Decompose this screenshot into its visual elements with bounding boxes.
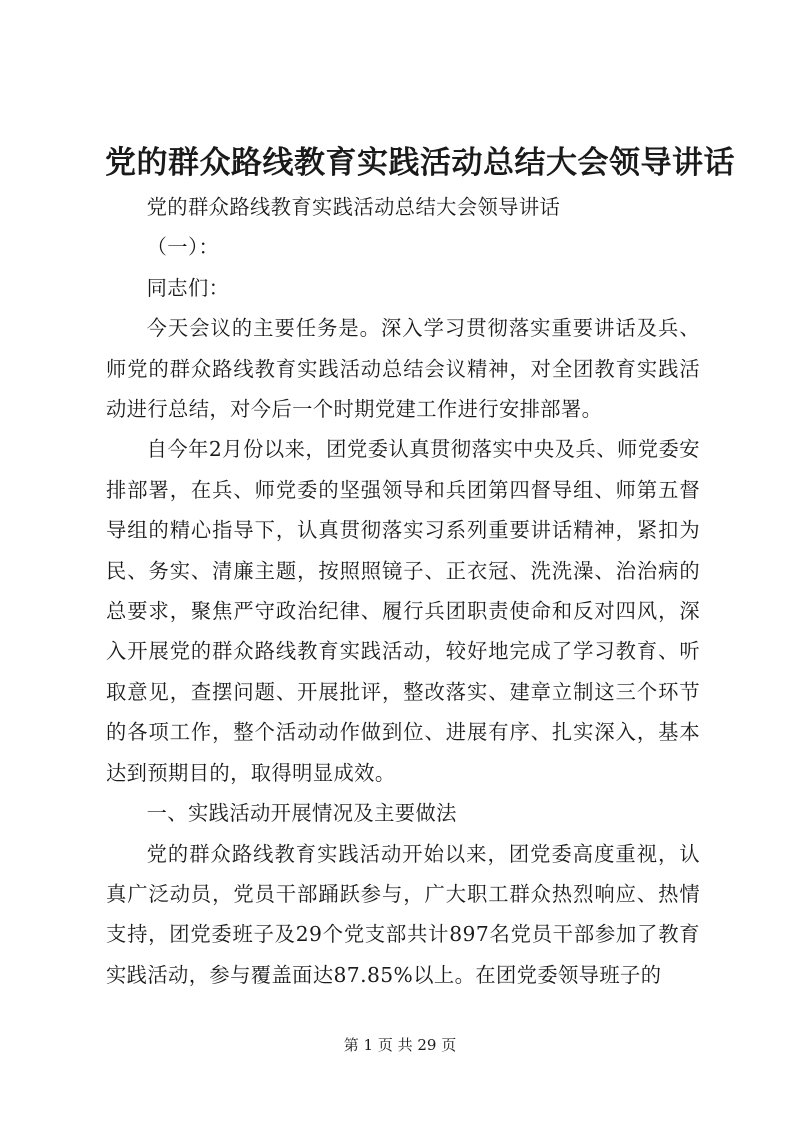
document-title: 党的群众路线教育实践活动总结大会领导讲话 [105,145,735,181]
body-paragraph-salutation: 同志们： [146,275,230,300]
document-body [106,187,700,995]
body-paragraph-subtitle: 党的群众路线教育实践活动总结大会领导讲话 [146,195,561,219]
section-heading: 一、实践活动开展情况及主要做法 [146,801,457,826]
body-paragraph-section-marker: （一）： [146,235,220,260]
body-paragraph: 党的群众路线教育实践活动开始以来，团党委高度重视，认真广泛动员，党员干部踊跃参与，广大职工群众热烈响应、热情支持，团党委班子及29个党支部共计897名党员干部参加了教育实践活动，参与覆盖面达87.85%以上。在团党委领导班子的 [106,841,700,987]
page-number-footer: 第 1 页 共 29 页 [343,1036,457,1054]
body-paragraph: 自今年2月份以来，团党委认真贯彻落实中央及兵、师党委安排部署，在兵、师党委的坚强领导和兵团第四督导组、师第五督导组的精心指导下，认真贯彻落实习系列重要讲话精神，紧扣为民、务实、清廉主题，按照照镜子、正衣冠、洗洗澡、治治病的总要求，聚焦严守政治纪律、履行兵团职责使命和反对四风，深入开展党的群众路线教育实践活动，较好地完成了学习教育、听取意见，查摆问题、开展批评，整改落实、建章立制这三个环节的各项工作，整个活动动作做到位、进展有序、扎实深入，基本达到预期目的，取得明显成效。 [106,437,700,785]
body-paragraph: 今天会议的主要任务是。深入学习贯彻落实重要讲话及兵、师党的群众路线教育实践活动总结会议精神，对全团教育实践活动进行总结，对今后一个时期党建工作进行安排部署。 [106,316,700,422]
